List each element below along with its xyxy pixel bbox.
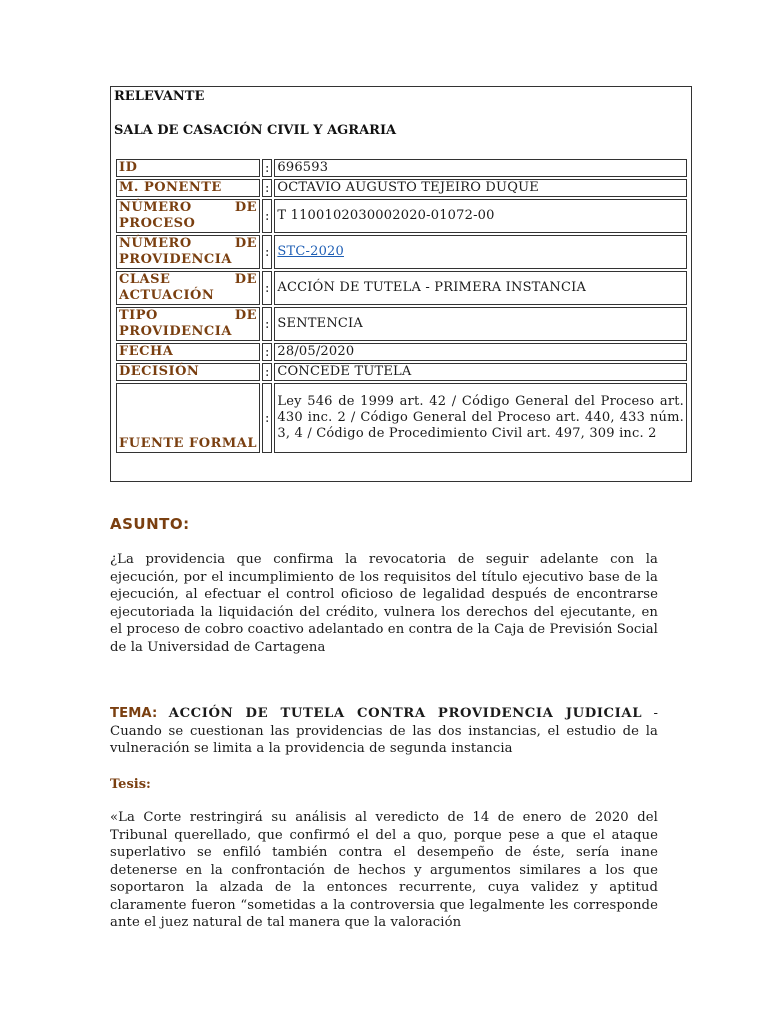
separator: : (262, 199, 272, 233)
fecha-label: FECHA (116, 343, 260, 361)
separator: : (262, 383, 272, 453)
decision-label: DECISIÓN (116, 363, 260, 381)
tema-title: ACCIÓN DE TUTELA CONTRA PROVIDENCIA JUDICIAL (168, 706, 643, 721)
clase-actuacion-value: ACCIÓN DE TUTELA - PRIMERA INSTANCIA (274, 271, 687, 305)
tipo-providencia-label: TIPO DE PROVIDENCIA (116, 307, 260, 341)
tema-paragraph (110, 705, 658, 758)
table-row (116, 271, 687, 305)
numero-proceso-value: T 1100102030002020-01072-00 (274, 199, 687, 233)
separator: : (262, 363, 272, 381)
table-row (116, 307, 687, 341)
ponente-label: M. PONENTE (116, 179, 260, 197)
table-row (116, 235, 687, 269)
numero-providencia-cell (274, 235, 687, 269)
asunto-heading: ASUNTO: (110, 515, 190, 533)
clase-actuacion-label: CLASE DE ACTUACIÓN (116, 271, 260, 305)
tesis-text: «La Corte restringirá su análisis al veredicto de 14 de enero de 2020 del Tribunal querellado, que confirmó el del a quo, porque pese a que el ataque superlativo se enfiló también contra el desempeño de éste, sería inane detenerse en la confrontación de hechos y argumentos similares a los que soportaron la alzada de la entonces recurrente, cuya validez y aptitud claramente fueron “sometidas a la controversia que legalmente les corresponde ante el juez natural de tal manera que la valoración (110, 810, 658, 930)
tipo-providencia-value: SENTENCIA (274, 307, 687, 341)
table-row (116, 179, 687, 197)
metadata-table (114, 157, 689, 455)
fecha-value: 28/05/2020 (274, 343, 687, 361)
table-row (116, 199, 687, 233)
separator: : (262, 235, 272, 269)
summary-box (110, 86, 692, 482)
separator: : (262, 179, 272, 197)
decision-value: CONCEDE TUTELA (274, 363, 687, 381)
tesis-heading: Tesis: (110, 777, 151, 792)
table-row (116, 383, 687, 453)
table-row (116, 363, 687, 381)
fuente-formal-label: FUENTE FORMAL (116, 383, 260, 453)
id-label: ID (116, 159, 260, 177)
separator: : (262, 159, 272, 177)
separator: : (262, 271, 272, 305)
tema-text: - Cuando se cuestionan las providencias de las dos instancias, el estudio de la vulneración se limita a la providencia de segunda instancia (110, 706, 658, 756)
id-value: 696593 (274, 159, 687, 177)
table-row (116, 343, 687, 361)
ponente-value: OCTAVIO AUGUSTO TEJEIRO DUQUE (274, 179, 687, 197)
separator: : (262, 307, 272, 341)
fuente-formal-value: Ley 546 de 1999 art. 42 / Código General del Proceso art. 430 inc. 2 / Código General del Proceso art. 440, 433 núm. 3, 4 / Código de Procedimiento Civil art. 497, 309 inc. 2 (274, 383, 687, 453)
numero-proceso-label: NÚMERO DE PROCESO (116, 199, 260, 233)
relevante-heading: RELEVANTE (114, 89, 205, 104)
providencia-link[interactable]: STC-2020 (277, 244, 344, 259)
table-row (116, 159, 687, 177)
numero-providencia-label: NÚMERO DE PROVIDENCIA (116, 235, 260, 269)
tema-label: TEMA: (110, 706, 158, 721)
separator: : (262, 343, 272, 361)
asunto-text: ¿La providencia que confirma la revocatoria de seguir adelante con la ejecución, por el incumplimiento de los requisitos del título ejecutivo base de la ejecución, al efectuar el control oficioso de legalidad después de encontrarse ejecutoriada la liquidación del crédito, vulnera los derechos del ejecutante, en el proceso de cobro coactivo adelantado en contra de la Caja de Previsión Social de la Universidad de Cartagena (110, 552, 658, 655)
sala-heading: SALA DE CASACIÓN CIVIL Y AGRARIA (114, 123, 397, 138)
